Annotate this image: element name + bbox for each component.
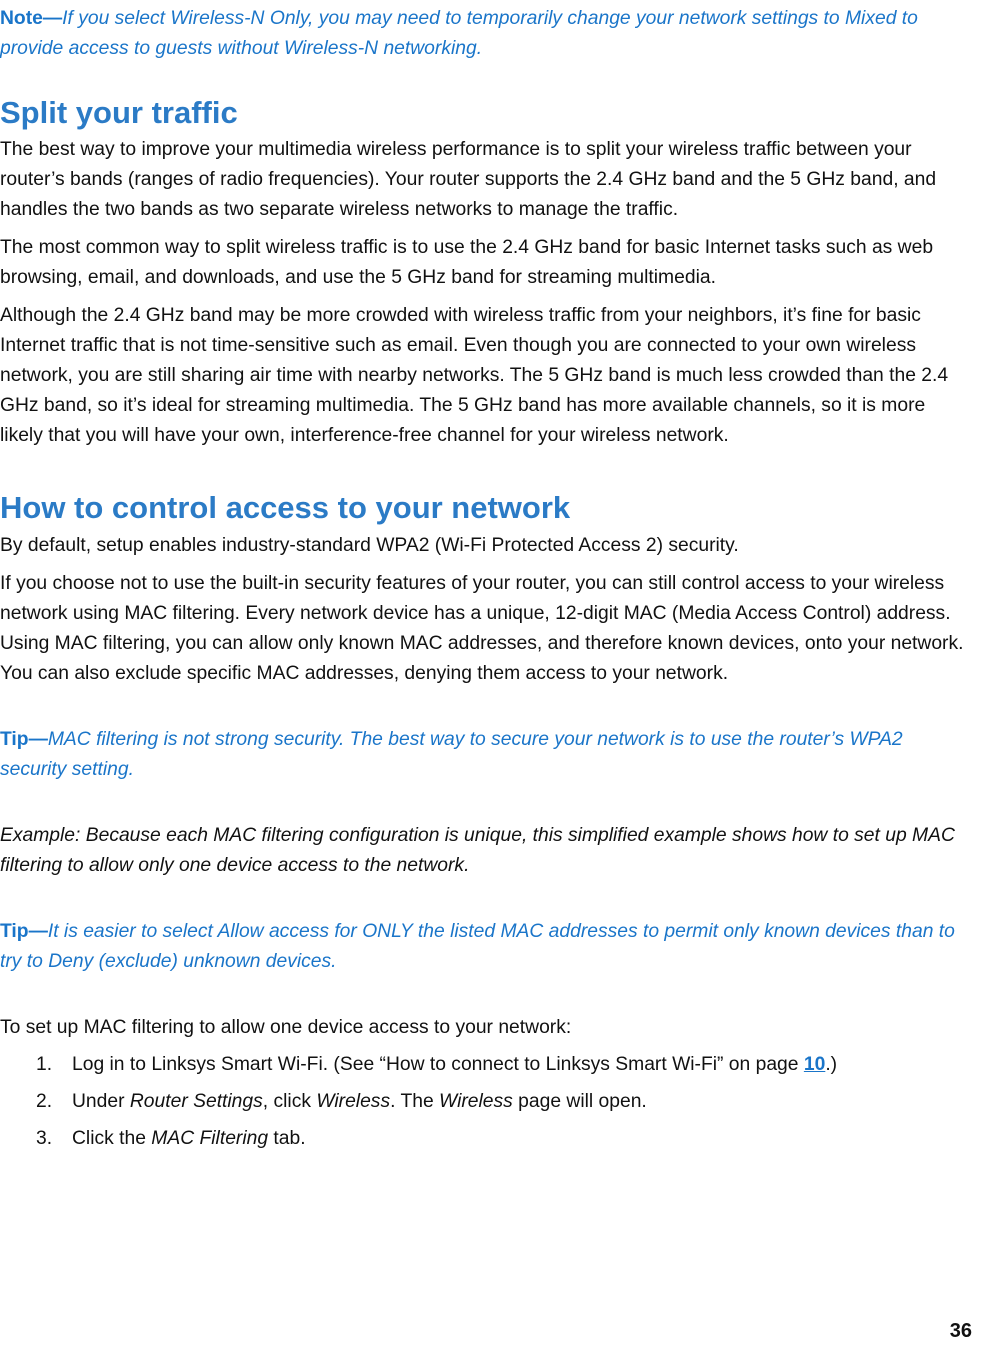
- paragraph: Although the 2.4 GHz band may be more crowded with wireless traffic from your neighbors, it’s fine for basic Internet traffic that is not time-sensitive such as email. Even though you are connected to your own wireless network, you are still sharing air time with nearby networks. The 5 GHz band is much less crowded than the 2.4 GHz band, so it’s ideal for streaming multimedia. The 5 GHz band has more available channels, so it is more likely that you will have your own, interference-free channel for your wireless network.: [0, 305, 949, 446]
- tip-label: Tip—: [0, 921, 48, 942]
- step-text: . The: [390, 1091, 440, 1112]
- step-text: .): [825, 1054, 838, 1075]
- tip-callout: [0, 917, 970, 977]
- step-number: 3.: [36, 1128, 53, 1149]
- paragraph: The best way to improve your multimedia wireless performance is to split your wireless traffic between your router’s bands (ranges of radio frequencies). Your router supports the 2.4 GHz band and the 5 GHz band, and handles the two bands as two separate wireless networks to manage the traffic.: [0, 139, 937, 220]
- page-number: 36: [949, 1320, 972, 1342]
- note-callout: [0, 4, 970, 64]
- step-text: page will open.: [512, 1091, 647, 1112]
- step-emphasis: Wireless: [316, 1091, 391, 1112]
- step-text: , click: [262, 1091, 317, 1112]
- tip-text: to permit only known devices than to try to Deny (exclude) unknown devices.: [0, 921, 955, 972]
- section-heading-split-traffic: Split your traffic: [0, 95, 238, 130]
- tip-emphasis: Allow access for ONLY the listed MAC addresses: [217, 921, 638, 942]
- paragraph: By default, setup enables industry-standard WPA2 (Wi-Fi Protected Access 2) security.: [0, 535, 739, 556]
- tip-callout: [0, 725, 970, 785]
- step-number: 2.: [36, 1091, 53, 1112]
- step-number: 1.: [36, 1054, 53, 1075]
- list-item: [0, 1124, 970, 1154]
- page-link[interactable]: 10: [803, 1054, 826, 1075]
- tip-text: MAC filtering is not strong security. The best way to secure your network is to use the router’s WPA2 security setting.: [0, 729, 903, 780]
- note-label: Note—: [0, 8, 63, 29]
- list-item: [0, 1050, 970, 1080]
- step-emphasis: Wireless: [439, 1091, 513, 1112]
- step-text: tab.: [268, 1128, 306, 1149]
- note-text: If you select Wireless-N Only, you may need to temporarily change your network settings to Mixed to provide access to guests without Wireless-N networking.: [0, 8, 918, 59]
- tip-text: It is easier to select: [47, 921, 218, 942]
- tip-label: Tip—: [0, 729, 48, 750]
- paragraph: The most common way to split wireless traffic is to use the 2.4 GHz band for basic Internet tasks such as web browsing, email, and downloads, and use the 5 GHz band for streaming multimedia.: [0, 237, 934, 288]
- step-text: Under: [72, 1091, 130, 1112]
- list-item: [0, 1087, 970, 1117]
- step-emphasis: MAC Filtering: [151, 1128, 269, 1149]
- section-heading-control-access: How to control access to your network: [0, 490, 571, 525]
- paragraph: If you choose not to use the built-in security features of your router, you can still control access to your wireless network using MAC filtering. Every network device has a unique, 12-digit MAC (Media Access Control) address. Using MAC filtering, you can allow only known MAC addresses, and therefore known devices, onto your network. You can also exclude specific MAC addresses, denying them access to your network.: [0, 573, 964, 684]
- step-emphasis: Router Settings: [129, 1091, 263, 1112]
- example-text: Example: Because each MAC filtering configuration is unique, this simplified example shows how to set up MAC filtering to allow only one device access to the network.: [0, 825, 955, 876]
- steps-list: [0, 1050, 970, 1154]
- step-text: Click the: [72, 1128, 152, 1149]
- steps-intro: To set up MAC filtering to allow one device access to your network:: [0, 1017, 572, 1038]
- step-text: Log in to Linksys Smart Wi-Fi. (See “How to connect to Linksys Smart Wi-Fi” on page: [72, 1054, 804, 1075]
